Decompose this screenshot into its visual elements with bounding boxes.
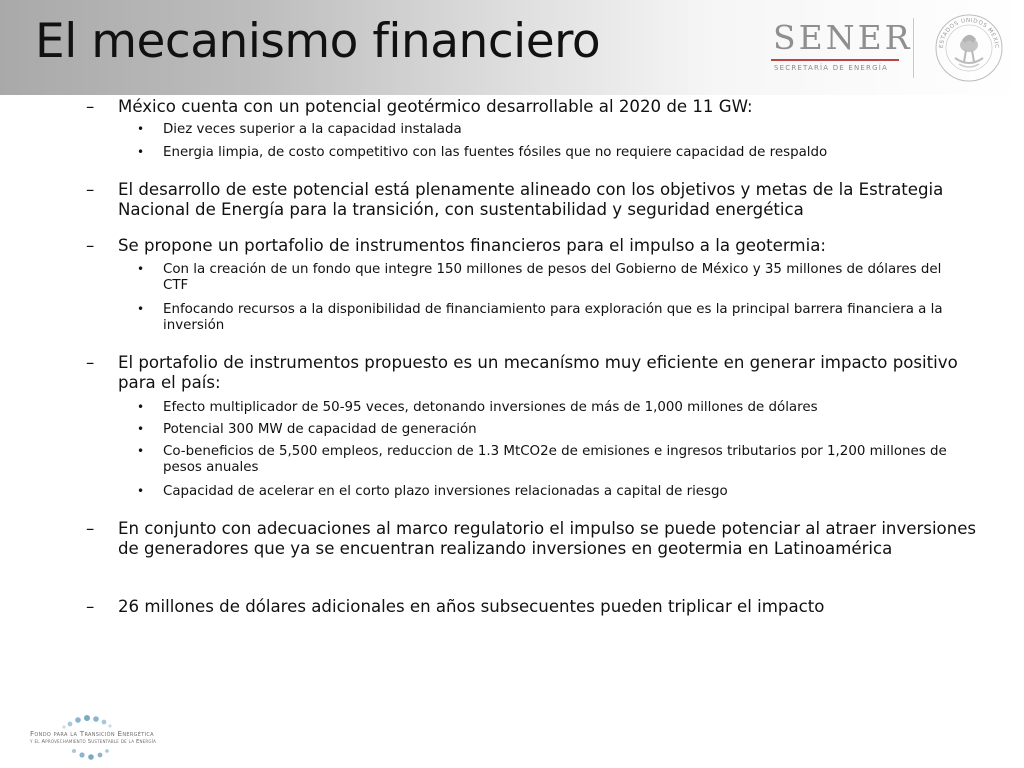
dash-bullet: –: [86, 353, 95, 372]
sub-bullet-4-4: [137, 484, 963, 500]
sub-bullet-3-2: [137, 302, 963, 333]
sub-bullet-1-1-text: Diez veces superior a la capacidad instalada: [163, 122, 462, 137]
fondo-logo: [30, 712, 210, 766]
bullet-6: [86, 597, 990, 617]
bullet-5-text: En conjunto con adecuaciones al marco regulatorio el impulso se puede potenciar al atraer inversiones de generadores que ya se encuentran realizando inversiones en geotermia en Latinoamérica: [118, 519, 977, 558]
mexico-seal-icon: [933, 12, 1005, 84]
sener-logo: [755, 16, 913, 80]
fondo-logo-line1: Fondo para la Transición Energética: [30, 729, 154, 738]
sub-bullet-4-2-text: Potencial 300 MW de capacidad de generación: [163, 422, 477, 437]
dot-bullet: •: [137, 422, 145, 436]
sub-bullet-1-1: [137, 122, 963, 138]
logo-divider: [913, 18, 914, 78]
dash-bullet: –: [86, 597, 95, 616]
fondo-logo-dots-lower-icon: [30, 746, 210, 764]
sener-logo-subtitle: SECRETARÍA DE ENERGÍA: [774, 64, 888, 72]
sub-bullet-4-3: [137, 444, 963, 475]
sub-bullet-3-1-text: Con la creación de un fondo que integre 150 millones de pesos del Gobierno de México y 35 millones de dólares del CTF: [163, 262, 942, 293]
sub-bullet-4-3-text: Co-beneficios de 5,500 empleos, reduccion de 1.3 MtCO2e de emisiones e ingresos tributarios por 1,200 millones de pesos anuales: [163, 444, 947, 475]
dot-bullet: •: [137, 122, 145, 136]
bullet-2: [86, 180, 990, 219]
bullet-3: [86, 236, 990, 256]
bullet-3-text: Se propone un portafolio de instrumentos financieros para el impulso a la geotermia:: [118, 236, 826, 255]
dot-bullet: •: [137, 444, 145, 458]
sub-bullet-4-4-text: Capacidad de acelerar en el corto plazo inversiones relacionadas a capital de riesgo: [163, 484, 728, 499]
dash-bullet: –: [86, 519, 95, 538]
bullet-6-text: 26 millones de dólares adicionales en años subsecuentes pueden triplicar el impacto: [118, 597, 825, 616]
dot-bullet: •: [137, 484, 145, 498]
dot-bullet: •: [137, 262, 145, 276]
dot-bullet: •: [137, 145, 145, 159]
bullet-1-text: México cuenta con un potencial geotérmico desarrollable al 2020 de 11 GW:: [118, 97, 753, 116]
bullet-1: [86, 97, 990, 117]
sub-bullet-3-2-text: Enfocando recursos a la disponibilidad de financiamiento para exploración que es la principal barrera financiera a la inversión: [163, 302, 943, 333]
bullet-2-text: El desarrollo de este potencial está plenamente alineado con los objetivos y metas de la Estrategia Nacional de Energía para la transición, con sustentabilidad y seguridad energética: [118, 180, 944, 219]
fondo-logo-line2: y el Aprovechamiento Sustentable de la Energía: [30, 739, 157, 745]
dot-bullet: •: [137, 400, 145, 414]
sub-bullet-1-2: [137, 145, 963, 161]
sub-bullet-4-1-text: Efecto multiplicador de 50-95 veces, detonando inversiones de más de 1,000 millones de dólares: [163, 400, 818, 415]
sub-bullet-4-1: [137, 400, 963, 416]
sub-bullet-3-1: [137, 262, 963, 293]
sener-logo-rule: [771, 59, 899, 61]
sub-bullet-4-2: [137, 422, 963, 438]
sener-logo-word: SENER: [773, 18, 913, 57]
slide-title: El mecanismo financiero: [35, 14, 601, 69]
bullet-4-text: El portafolio de instrumentos propuesto es un mecanísmo muy eficiente en generar impacto positivo para el país:: [118, 353, 958, 392]
dash-bullet: –: [86, 180, 95, 199]
dot-bullet: •: [137, 302, 145, 316]
seal-text: ESTADOS UNIDOS MEXIC: [938, 17, 1000, 49]
bullet-5: [86, 519, 990, 558]
bullet-4: [86, 353, 990, 392]
sub-bullet-1-2-text: Energia limpia, de costo competitivo con las fuentes fósiles que no requiere capacidad de respaldo: [163, 145, 828, 160]
dash-bullet: –: [86, 97, 95, 116]
dash-bullet: –: [86, 236, 95, 255]
fondo-logo-dots-icon: [30, 712, 210, 730]
